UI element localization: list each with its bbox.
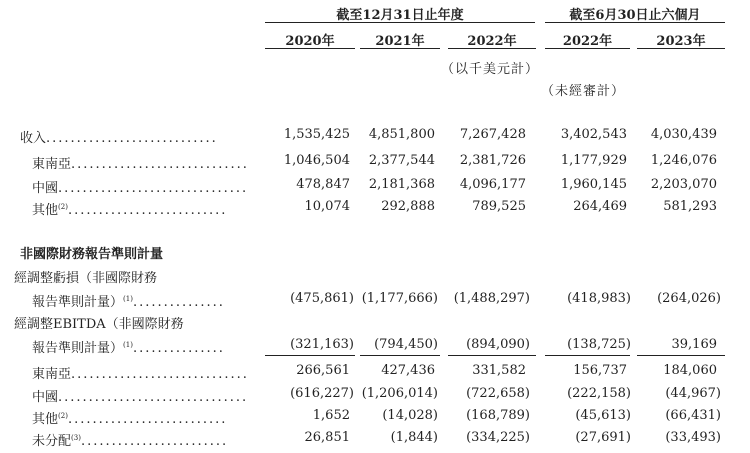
cell-china-2022-h1: 1,960,145 bbox=[560, 177, 627, 192]
cell-china-2021: 2,181,368 bbox=[368, 177, 435, 192]
cell-seg-sea-2021: 427,436 bbox=[381, 363, 435, 378]
row-label-others: 其他$^{(2)}$.......................... bbox=[32, 203, 228, 218]
cell-ebitda-2022: (894,090) bbox=[466, 337, 530, 352]
ebitda-rule-2022 bbox=[448, 355, 536, 356]
year-rule-2023-h1 bbox=[637, 48, 725, 49]
unit-note: （以千美元計） bbox=[440, 62, 539, 77]
cell-seg-others-2022-h1: (45,613) bbox=[575, 408, 631, 423]
cell-adj-loss-2021: (1,177,666) bbox=[361, 291, 438, 306]
cell-revenue-2020: 1,535,425 bbox=[283, 127, 350, 142]
year-rule-2021 bbox=[360, 48, 440, 49]
cell-others-2021: 292,888 bbox=[381, 199, 435, 214]
ebitda-rule-2020 bbox=[265, 355, 355, 356]
ebitda-rule-2021 bbox=[360, 355, 440, 356]
seg-label-unallocated: 未分配$^{(3)}$........................ bbox=[32, 434, 229, 449]
cell-sea-2022-h1: 1,177,929 bbox=[560, 153, 627, 168]
year-header-2020: 2020年 bbox=[285, 34, 335, 49]
year-rule-2022-h1 bbox=[545, 48, 630, 49]
header-six-months: 截至6月30日止六個月 bbox=[569, 8, 701, 23]
seg-label-sea: 東南亞............................. bbox=[32, 367, 249, 382]
cell-adj-loss-2023-h1: (264,026) bbox=[657, 291, 721, 306]
cell-seg-china-2023-h1: (44,967) bbox=[665, 386, 721, 401]
cell-china-2020: 478,847 bbox=[296, 177, 350, 192]
cell-seg-unallocated-2022-h1: (27,691) bbox=[575, 430, 631, 445]
header-full-year: 截至12月31日止年度 bbox=[336, 8, 464, 23]
cell-seg-others-2020: 1,652 bbox=[312, 408, 350, 423]
cell-revenue-2022: 7,267,428 bbox=[459, 127, 526, 142]
cell-ebitda-2023-h1: 39,169 bbox=[671, 337, 717, 352]
row-label-revenue: 收入............................ bbox=[20, 131, 218, 146]
cell-seg-unallocated-2022: (334,225) bbox=[466, 430, 530, 445]
cell-sea-2021: 2,377,544 bbox=[368, 153, 435, 168]
ebitda-rule-2023-h1 bbox=[637, 355, 725, 356]
cell-others-2022: 789,525 bbox=[472, 199, 526, 214]
cell-seg-unallocated-2023-h1: (33,493) bbox=[665, 430, 721, 445]
cell-seg-china-2022: (722,658) bbox=[466, 386, 530, 401]
seg-label-china: 中國............................... bbox=[32, 390, 249, 405]
year-rule-2020 bbox=[265, 48, 355, 49]
row-label-china: 中國............................... bbox=[32, 181, 249, 196]
cell-sea-2023-h1: 1,246,076 bbox=[650, 153, 717, 168]
cell-china-2022: 4,096,177 bbox=[459, 177, 526, 192]
cell-seg-sea-2022-h1: 156,737 bbox=[573, 363, 627, 378]
cell-others-2020: 10,074 bbox=[304, 199, 350, 214]
cell-revenue-2021: 4,851,800 bbox=[368, 127, 435, 142]
cell-seg-sea-2022: 331,582 bbox=[472, 363, 526, 378]
adj-loss-label-line1: 經調整虧損（非國際財務 bbox=[14, 271, 158, 286]
year-header-2022-h1: 2022年 bbox=[562, 34, 613, 49]
adj-loss-label-line2: 報告準則計量）$^{(1)}$............... bbox=[32, 295, 225, 310]
year-header-2021: 2021年 bbox=[375, 34, 425, 49]
cell-others-2022-h1: 264,469 bbox=[573, 199, 627, 214]
seg-label-others: 其他$^{(2)}$.......................... bbox=[32, 412, 228, 427]
ebitda-label-line2: 報告準則計量）$^{(1)}$............... bbox=[32, 341, 225, 356]
cell-ebitda-2022-h1: (138,725) bbox=[567, 337, 631, 352]
cell-revenue-2022-h1: 3,402,543 bbox=[560, 127, 627, 142]
cell-seg-unallocated-2020: 26,851 bbox=[304, 430, 350, 445]
cell-adj-loss-2022: (1,488,297) bbox=[453, 291, 530, 306]
cell-sea-2022: 2,381,726 bbox=[459, 153, 526, 168]
header-six-months-rule bbox=[545, 22, 725, 23]
year-header-2022: 2022年 bbox=[467, 34, 517, 49]
cell-ebitda-2020: (321,163) bbox=[290, 337, 354, 352]
cell-seg-china-2022-h1: (222,158) bbox=[567, 386, 631, 401]
ebitda-rule-2022-h1 bbox=[545, 355, 630, 356]
cell-seg-sea-2020: 266,561 bbox=[296, 363, 350, 378]
cell-seg-china-2020: (616,227) bbox=[290, 386, 354, 401]
header-full-year-rule bbox=[265, 22, 535, 23]
ebitda-label-line1: 經調整EBITDA（非國際財務 bbox=[14, 317, 184, 332]
cell-seg-others-2023-h1: (66,431) bbox=[665, 408, 721, 423]
cell-adj-loss-2020: (475,861) bbox=[290, 291, 354, 306]
cell-seg-sea-2023-h1: 184,060 bbox=[663, 363, 717, 378]
non-ifrs-heading: 非國際財務報告準則計量 bbox=[20, 247, 164, 262]
cell-sea-2020: 1,046,504 bbox=[283, 153, 350, 168]
year-header-2023-h1: 2023年 bbox=[656, 34, 706, 49]
cell-china-2023-h1: 2,203,070 bbox=[650, 177, 717, 192]
cell-seg-china-2021: (1,206,014) bbox=[361, 386, 438, 401]
year-rule-2022 bbox=[448, 48, 536, 49]
cell-revenue-2023-h1: 4,030,439 bbox=[650, 127, 717, 142]
cell-seg-unallocated-2021: (1,844) bbox=[390, 430, 438, 445]
cell-adj-loss-2022-h1: (418,983) bbox=[567, 291, 631, 306]
cell-ebitda-2021: (794,450) bbox=[374, 337, 438, 352]
unaudited-note: （未經審計） bbox=[540, 84, 625, 99]
cell-seg-others-2022: (168,789) bbox=[466, 408, 530, 423]
row-label-sea: 東南亞............................. bbox=[32, 157, 249, 172]
cell-seg-others-2021: (14,028) bbox=[382, 408, 438, 423]
cell-others-2023-h1: 581,293 bbox=[663, 199, 717, 214]
